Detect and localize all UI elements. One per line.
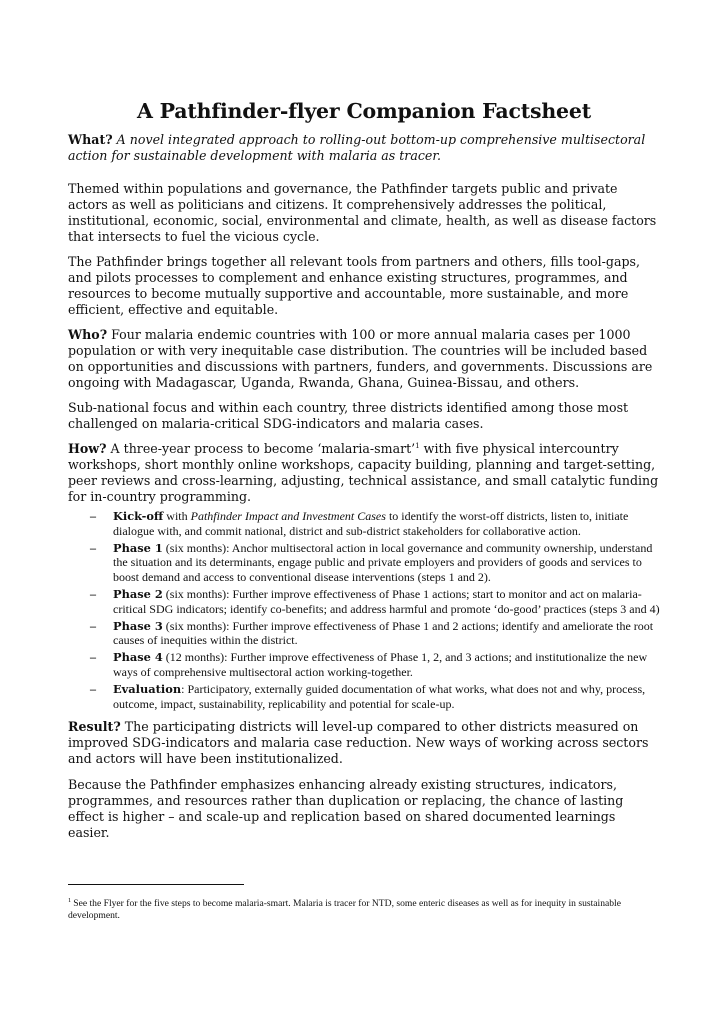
list-dash: –	[90, 540, 96, 555]
how-label: How?	[68, 441, 107, 456]
footnote-ref[interactable]: 1	[415, 441, 420, 450]
phase-label: Phase 4	[113, 650, 163, 665]
phase-label: Evaluation	[113, 681, 182, 696]
phase-label: Phase 2	[113, 586, 163, 601]
phase-text: (12 months): Further improve effectiveness of Phase 1, 2, and 3 actions; and institutionalize the new ways of comprehensive multisectoral action working-together.	[113, 650, 648, 679]
list-item-kickoff	[90, 509, 660, 539]
phase-label: Phase 1	[113, 540, 163, 555]
list-item-phase-4	[90, 650, 660, 680]
list-dash: –	[90, 618, 96, 633]
phase-list	[68, 509, 660, 711]
phase-text: to identify the worst-off districts, listen to, initiate dialogue with, and commit national, district and sub-district stakeholders for collaborative action.	[113, 509, 629, 538]
list-item-phase-1	[90, 541, 660, 585]
list-dash: –	[90, 586, 96, 601]
what-label: What?	[68, 132, 113, 147]
subnational-paragraph: Sub-national focus and within each country, three districts identified among those most challenged on malaria-critical SDG-indicators and malaria cases.	[68, 400, 629, 431]
list-dash: –	[90, 509, 96, 523]
list-dash: –	[90, 681, 96, 696]
footnote-text: See the Flyer for the five steps to become malaria-smart. Malaria is tracer for NTD, some enteric diseases as well as for inequity in sustainable development.	[68, 898, 621, 921]
list-item-phase-3	[90, 619, 660, 649]
phase-text: (six months): Anchor multisectoral action in local governance and community ownership, understand the situation and its determinants, engage public and private employers and providers of goods and services to boost demand and access to conventional disease interventions (steps 1 and 2).	[113, 540, 653, 585]
footnote-mark: 1	[68, 896, 72, 904]
phase-text: : Participatory, externally guided documentation of what works, what does not and why, process, outcome, impact, sustainability, replicability and potential for scale-up.	[113, 681, 646, 711]
how-text-after: with five physical intercountry workshops, short monthly online workshops, capacity building, planning and target-setting, peer reviews and cross-learning, adjusting, technical assistance, and small catalytic funding for in-country programming.	[68, 441, 659, 504]
who-paragraph	[68, 327, 660, 391]
list-item-evaluation	[90, 682, 660, 712]
list-dash: –	[90, 650, 96, 665]
phase-text: (six months): Further improve effectiveness of Phase 1 actions; start to monitor and act on malaria-critical SDG indicators; identify co-benefits; and address harmful and promote ‘do-good’ practices (steps 3 and 4)	[113, 586, 660, 616]
themed-paragraph: Themed within populations and governance, the Pathfinder targets public and private actors as well as politicians and citizens. It comprehensively addresses the political, institutional, economic, social, environmental and climate, health, as well as disease factors that intersects to fuel the vicious cycle.	[68, 181, 657, 244]
result-label: Result?	[68, 719, 121, 735]
footnote	[68, 898, 658, 922]
phase-label: Phase 3	[113, 618, 163, 633]
who-text: Four malaria endemic countries with 100 or more annual malaria cases per 1000 population or with very inequitable case distribution. The countries will be included based on opportunities and discussions with partners, funders, and governments. Discussions are ongoing with Madagascar, Uganda, Rwanda, Ghana, Guinea-Bissau, and others.	[68, 327, 653, 390]
brings-paragraph: The Pathfinder brings together all relevant tools from partners and others, fills tool-gaps, and pilots processes to complement and enhance existing structures, programmes, and resources to become mutually supportive and accountable, more sustainable, and more efficient, effective and equitable.	[68, 254, 641, 317]
because-paragraph: Because the Pathfinder emphasizes enhancing already existing structures, indicators, programmes, and resources rather than duplication or replacing, the chance of lasting effect is higher – and scale-up and replication based on shared documented learnings easier.	[68, 777, 624, 841]
what-text: A novel integrated approach to rolling-out bottom-up comprehensive multisectoral action for sustainable development with malaria as tracer.	[68, 132, 646, 163]
how-paragraph	[68, 441, 660, 505]
page-title: A Pathfinder-flyer Companion Factsheet	[136, 99, 592, 123]
who-label: Who?	[68, 327, 108, 342]
list-item-phase-2	[90, 587, 660, 617]
document-body	[68, 98, 660, 841]
phase-pre: with	[163, 509, 191, 523]
how-text-before: A three-year process to become ‘malaria-smart’	[106, 441, 416, 456]
result-text: The participating districts will level-up compared to other districts measured on improved SDG-indicators and malaria case reduction. New ways of working across sectors and actors will have been institutionalized.	[68, 719, 649, 767]
footnote-divider	[68, 884, 244, 885]
phase-label: Kick-off	[113, 509, 164, 523]
what-paragraph	[68, 132, 660, 164]
result-paragraph	[68, 719, 660, 767]
phase-text: (six months): Further improve effectiveness of Phase 1 and 2 actions; identify and ameliorate the root causes of inequities within the district.	[113, 618, 654, 648]
phase-italic: Pathfinder Impact and Investment Cases	[190, 509, 386, 523]
